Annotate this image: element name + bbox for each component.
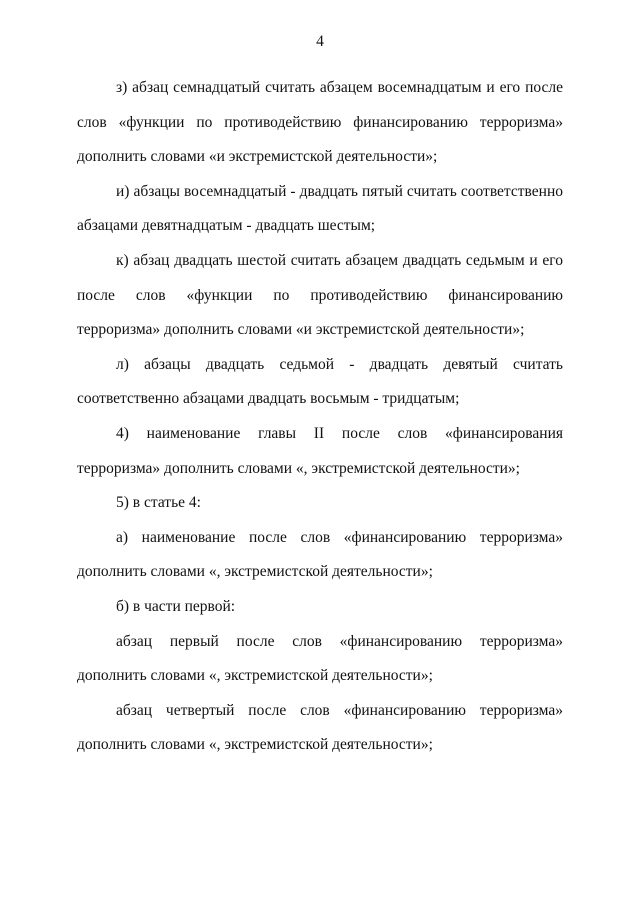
paragraph-b: б) в части первой:	[116, 597, 236, 615]
document-body	[77, 71, 563, 763]
paragraph-k: к) абзац двадцать шестой считать абзацем двадцать седьмым и его после слов «функции по противодействию финансированию терроризма» дополнить словами «и экстремистской деятельности»;	[77, 251, 563, 339]
paragraph-i: и) абзацы восемнадцатый - двадцать пятый считать соответственно абзацами девятнадцатым - двадцать шестым;	[77, 182, 563, 235]
page-number: 4	[316, 33, 324, 50]
paragraph-l: л) абзацы двадцать седьмой - двадцать девятый считать соответственно абзацами двадцать восьмым - тридцатым;	[77, 355, 563, 408]
paragraph-abzac-first: абзац первый после слов «финансированию терроризма» дополнить словами «, экстремистской деятельности»;	[77, 632, 563, 685]
paragraph-5: 5) в статье 4:	[116, 494, 201, 512]
paragraph-z: з) абзац семнадцатый считать абзацем восемнадцатым и его после слов «функции по противодействию финансированию терроризма» дополнить словами «и экстремистской деятельности»;	[77, 79, 563, 166]
paragraph-abzac-fourth: абзац четвертый после слов «финансированию терроризма» дополнить словами «, экстремистской деятельности»;	[77, 701, 563, 754]
paragraph-4: 4) наименование главы II после слов «финансирования терроризма» дополнить словами «, экстремистской деятельности»;	[77, 424, 563, 477]
paragraph-a: а) наименование после слов «финансированию терроризма» дополнить словами «, экстремистской деятельности»;	[77, 528, 563, 581]
